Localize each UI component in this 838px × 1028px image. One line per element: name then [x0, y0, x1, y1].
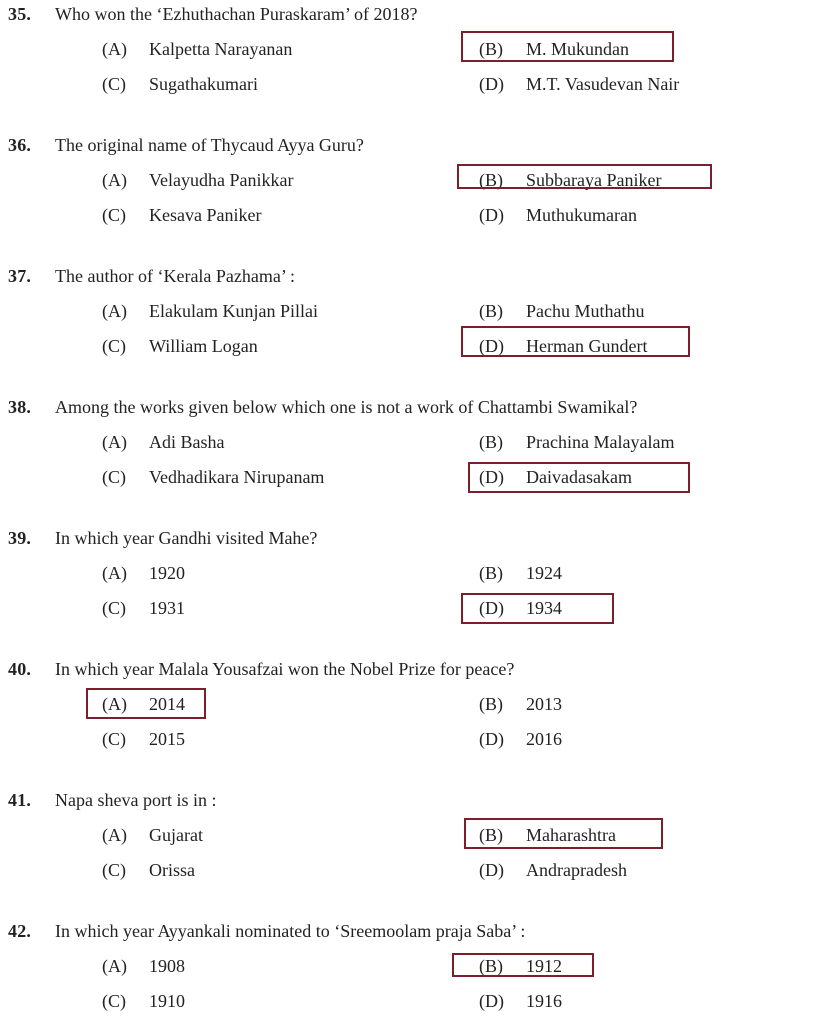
option-text: 1934 [526, 598, 562, 618]
option-letter: (B) [479, 170, 503, 190]
answer-marker-box [452, 953, 594, 977]
option-letter: (D) [479, 860, 504, 880]
option-text: 1908 [149, 956, 185, 976]
question-number: 41. [8, 790, 32, 810]
option-letter: (A) [102, 432, 127, 452]
option-letter: (B) [479, 39, 503, 59]
question-38 [0, 394, 838, 504]
option-letter: (D) [479, 467, 504, 487]
option-letter: (C) [102, 860, 126, 880]
question-number: 36. [8, 135, 32, 155]
option-letter: (D) [479, 598, 504, 618]
option-text: Sugathakumari [149, 74, 258, 94]
option-text: Herman Gundert [526, 336, 648, 356]
question-text: The original name of Thycaud Ayya Guru? [55, 135, 364, 155]
option-letter: (A) [102, 563, 127, 583]
option-letter: (A) [102, 39, 127, 59]
option-text: 1910 [149, 991, 185, 1011]
option-text: Pachu Muthathu [526, 301, 645, 321]
option-text: Muthukumaran [526, 205, 637, 225]
option-text: 2014 [149, 694, 185, 714]
option-text: Kesava Paniker [149, 205, 262, 225]
answer-marker-box [468, 462, 690, 493]
answer-marker-box [461, 593, 614, 624]
question-number: 42. [8, 921, 32, 941]
option-text: 1920 [149, 563, 185, 583]
question-number: 37. [8, 266, 32, 286]
answer-marker-box [464, 818, 663, 849]
answer-marker-box [461, 326, 690, 357]
option-letter: (B) [479, 563, 503, 583]
answer-marker-box [457, 164, 712, 189]
option-letter: (B) [479, 694, 503, 714]
option-text: Maharashtra [526, 825, 616, 845]
question-number: 39. [8, 528, 32, 548]
option-letter: (A) [102, 694, 127, 714]
option-text: Orissa [149, 860, 195, 880]
option-text: 1916 [526, 991, 562, 1011]
question-text: Who won the ‘Ezhuthachan Puraskaram’ of 2018? [55, 4, 418, 24]
question-40 [0, 656, 838, 766]
option-text: 1931 [149, 598, 185, 618]
option-text: 2015 [149, 729, 185, 749]
option-letter: (C) [102, 205, 126, 225]
question-number: 40. [8, 659, 32, 679]
option-text: Kalpetta Narayanan [149, 39, 293, 59]
option-letter: (C) [102, 598, 126, 618]
question-text: The author of ‘Kerala Pazhama’ : [55, 266, 296, 286]
question-text: In which year Gandhi visited Mahe? [55, 528, 318, 548]
option-letter: (B) [479, 432, 503, 452]
question-39 [0, 525, 838, 635]
option-text: Subbaraya Paniker [526, 170, 662, 190]
option-letter: (D) [479, 336, 504, 356]
option-letter: (A) [102, 825, 127, 845]
option-letter: (D) [479, 991, 504, 1011]
option-text: Prachina Malayalam [526, 432, 675, 452]
option-text: Andrapradesh [526, 860, 627, 880]
option-letter: (B) [479, 825, 503, 845]
option-letter: (C) [102, 467, 126, 487]
option-letter: (C) [102, 991, 126, 1011]
option-text: 2013 [526, 694, 562, 714]
option-letter: (A) [102, 956, 127, 976]
option-text: 2016 [526, 729, 562, 749]
answer-marker-box [461, 31, 674, 62]
option-text: Gujarat [149, 825, 203, 845]
option-text: 1912 [526, 956, 562, 976]
option-text: Daivadasakam [526, 467, 632, 487]
option-text: 1924 [526, 563, 562, 583]
question-number: 38. [8, 397, 32, 417]
option-letter: (C) [102, 74, 126, 94]
answer-marker-box [86, 688, 206, 719]
question-text: Among the works given below which one is not a work of Chattambi Swamikal? [55, 397, 638, 417]
question-37 [0, 263, 838, 373]
question-text: In which year Malala Yousafzai won the Nobel Prize for peace? [55, 659, 515, 679]
option-letter: (B) [479, 301, 503, 321]
option-letter: (B) [479, 956, 503, 976]
option-letter: (C) [102, 729, 126, 749]
option-letter: (C) [102, 336, 126, 356]
question-42 [0, 918, 838, 1028]
option-text: Velayudha Panikkar [149, 170, 294, 190]
option-text: Vedhadikara Nirupanam [149, 467, 325, 487]
option-text: William Logan [149, 336, 258, 356]
option-letter: (D) [479, 205, 504, 225]
question-text: Napa sheva port is in : [55, 790, 217, 810]
option-text: M.T. Vasudevan Nair [526, 74, 680, 94]
question-number: 35. [8, 4, 32, 24]
option-letter: (D) [479, 729, 504, 749]
option-letter: (D) [479, 74, 504, 94]
question-41 [0, 787, 838, 897]
option-text: Elakulam Kunjan Pillai [149, 301, 318, 321]
option-text: Adi Basha [149, 432, 225, 452]
question-35 [0, 1, 838, 111]
option-letter: (A) [102, 301, 127, 321]
question-text: In which year Ayyankali nominated to ‘Sreemoolam praja Saba’ : [55, 921, 526, 941]
option-text: M. Mukundan [526, 39, 629, 59]
question-36 [0, 132, 838, 242]
option-letter: (A) [102, 170, 127, 190]
